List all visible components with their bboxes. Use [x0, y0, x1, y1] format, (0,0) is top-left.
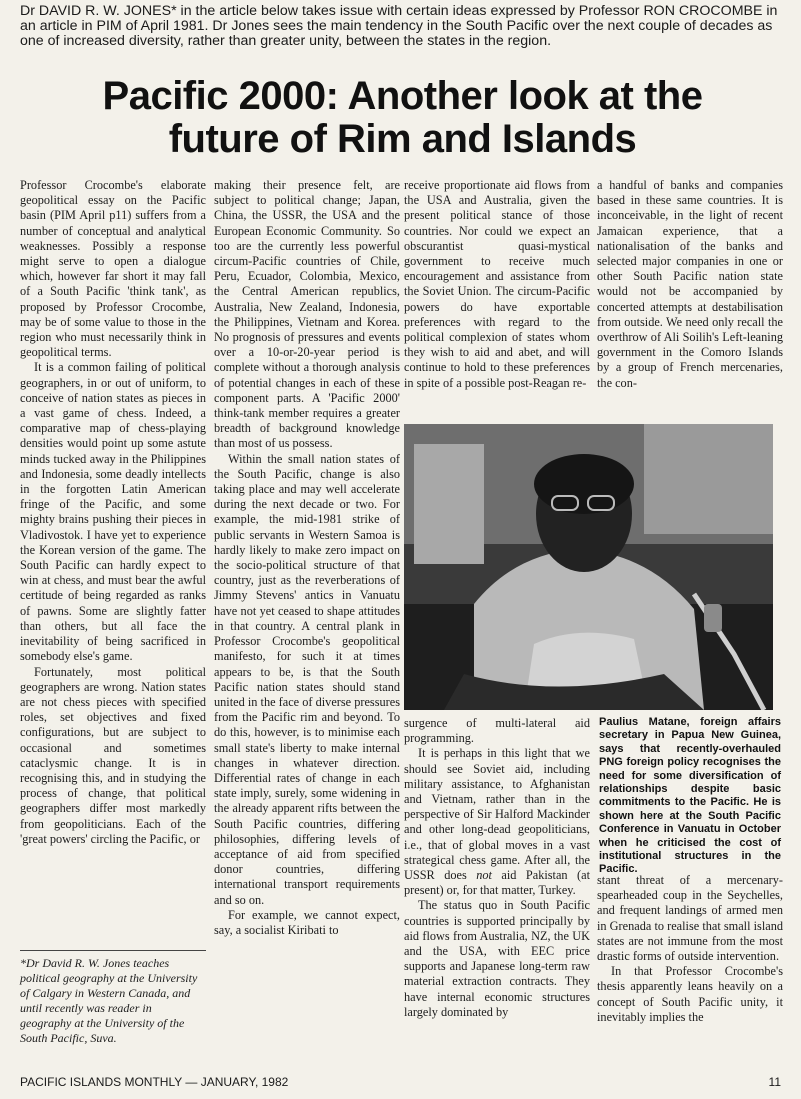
- paragraph: [404, 746, 590, 898]
- paragraph-text: It is perhaps in this light that we should see Soviet aid, including military assistance, to Afghanistan and Vietnam, rather than in the perspective of Sir Halford Mackinder and other long-dead geopoliticians, i.e., that of global moves in a vast strategical chess game. After all, the USSR does: [404, 746, 590, 883]
- article-photo: [404, 424, 773, 710]
- paragraph: surgence of multi-lateral aid programming.: [404, 716, 590, 746]
- paragraph: Within the small nation states of the South Pacific, change is also taking place and may well accelerate during the next decade or two. For example, the mid-1981 strike of public servants in Western Samoa is hardly likely to make zero impact on the socio-political structure of that country, just as the reverberations of Jimmy Stevens' antics in Vanuatu have not yet ceased to shape attitudes in that country. A central plank in Professor Crocombe's geopolitical manifesto, for such it at times appears to be, is that the South Pacific nation states should stand united in the face of diverse pressures from the Pacific rim and beyond. To do this, however, is to minimise each small state's liberty to make internal changes in whatever direction. Differential rates of change in each state imply, surely, some widening in the already apparent rifts between the South Pacific countries, differing philosophies, differing levels of acceptance of aid from specified donor countries, differing international transport requirements and so on.: [214, 451, 400, 907]
- paragraph-text: aid Pakistan (at present) or, for that matter, Turkey.: [404, 868, 591, 898]
- paragraph: stant threat of a mercenary-spearheaded coup in the Seychelles, and frequent landings of armed men in Grenada to realise that small island states are not immune from the most drastic forms of outside intervention.: [597, 873, 783, 964]
- author-footnote: *Dr David R. W. Jones teaches political geography at the University of Calgary in Western Canada, and until recently was reader in geography at the University of the South Pacific, Suva.: [20, 956, 198, 1045]
- publication-footer: PACIFIC ISLANDS MONTHLY — JANUARY, 1982: [20, 1075, 289, 1089]
- paragraph: Professor Crocombe's elaborate geopolitical essay on the Pacific basin (PIM April p11) suffers from a number of conceptual and analytical weaknesses. Possibly a response might serve to open a dialogue which, however far short it may fall of a South Pacific 'think tank', as proposed by Professor Crocombe, may be of some value to those in the region who must necessarily think in geopolitical terms.: [20, 178, 206, 360]
- column-4-top: [597, 178, 783, 418]
- photo-caption: Paulius Matane, foreign affairs secretary in Papua New Guinea, says that recently-overhauled PNG foreign policy recognises the need for some diversification of relationships despite basic commitments to the Pacific. He is shown here at the South Pacific Conference in Vanuatu in October when he criticised the cost of institutional structures in the Pacific.: [599, 716, 781, 876]
- photo-matane-illustration: [404, 424, 773, 710]
- paragraph: receive proportionate aid flows from the USA and Australia, given the present political stance of those countries. Nor could we expect an obscurantist quasi-mystical government to receive much encouragement and assistance from the Soviet Union. The circum-Pacific powers do have exportable preferences with regard to the political complexion of states whom they wish to aid and abet, and will continue to hold to these preferences in spite of a possible post-Reagan re-: [404, 178, 590, 390]
- paragraph: For example, we cannot expect, say, a socialist Kiribati to: [214, 907, 400, 937]
- column-3-bottom: [404, 716, 590, 1020]
- footnote-divider: [20, 950, 206, 951]
- column-4-bottom: [597, 873, 783, 1025]
- column-1: [20, 178, 206, 847]
- headline: [20, 75, 785, 161]
- headline-line-2: future of Rim and Islands: [168, 117, 637, 161]
- page-number: 11: [768, 1075, 781, 1089]
- paragraph: It is a common failing of political geographers, in or out of uniform, to conceive of nation states as pieces in a vast game of chess. Indeed, a comparative map of chess-playing densities would point up some astute minds tucked away in the Philippines and Indonesia, some deadly intellects in the forgotten Latin American fringe of the Pacific, and some mighty brains pushing their pieces in Vladivostok. I have yet to experience the Korean version of the game. The South Pacific can hardly expect to win at chess, and must bear the awful certitude of being regarded as ranks of pawns. Some are slightly fatter than others, but all face the inevitability of being sacrificed in somebody else's game.: [20, 360, 206, 664]
- paragraph: making their presence felt, are subject to political change; Japan, China, the USSR, the USA and the European Economic Community. So too are the currently less powerful circum-Pacific countries of Chile, Peru, Ecuador, Colombia, Mexico, the Central American republics, Australia, New Zealand, Indonesia, the Philippines, Vietnam and Korea. No prognosis of pressures and events over a 10-or-20-year period is complete without a thorough analysis of potential changes in each of these component parts. A 'Pacific 2000' think-tank member requires a greater breadth of background knowledge than most of us possess.: [214, 178, 400, 451]
- column-3-top: [404, 178, 590, 418]
- paragraph: Fortunately, most political geographers are wrong. Nation states are not chess pieces with specified roles, set objectives and fixed configurations, but are subject to occasional and sometimes cataclysmic change. It is in recognising this, and in studying the process of change, that political geographers differ most markedly from geopoliticians. Each of the 'great powers' circling the Pacific, or: [20, 664, 206, 846]
- headline-line-1: Pacific 2000: Another look at the: [102, 74, 703, 118]
- paragraph: The status quo in South Pacific countries is supported principally by aid flows from Australia, NZ, the UK and the USA, with EEC price supports and Japanese long-term raw material extraction contracts. They have internal economic structures largely dominated by: [404, 898, 590, 1019]
- paragraph: a handful of banks and companies based in these same countries. It is inconceivable, in the light of recent Jamaican experience, that a nationalisation of the banks and selected major companies in one or other South Pacific nation state would not be accompanied by concerted attempts at destabilisation from outside. We need only recall the overthrow of Ali Soilih's Left-leaning government in the Comoro Islands by a group of French mercenaries, the con-: [597, 178, 783, 390]
- paragraph: In that Professor Crocombe's thesis apparently leans heavily on a concept of South Pacific unity, it inevitably implies the: [597, 964, 783, 1024]
- intro-paragraph: Dr DAVID R. W. JONES* in the article below takes issue with certain ideas expressed by Professor RON CROCOMBE in an article in PIM of April 1981. Dr Jones sees the main tendency in the South Pacific over the next couple of decades as one of increased diversity, rather than greater unity, between the states in the region.: [20, 3, 778, 49]
- column-2: [214, 178, 400, 1063]
- emphasis: not: [476, 868, 492, 883]
